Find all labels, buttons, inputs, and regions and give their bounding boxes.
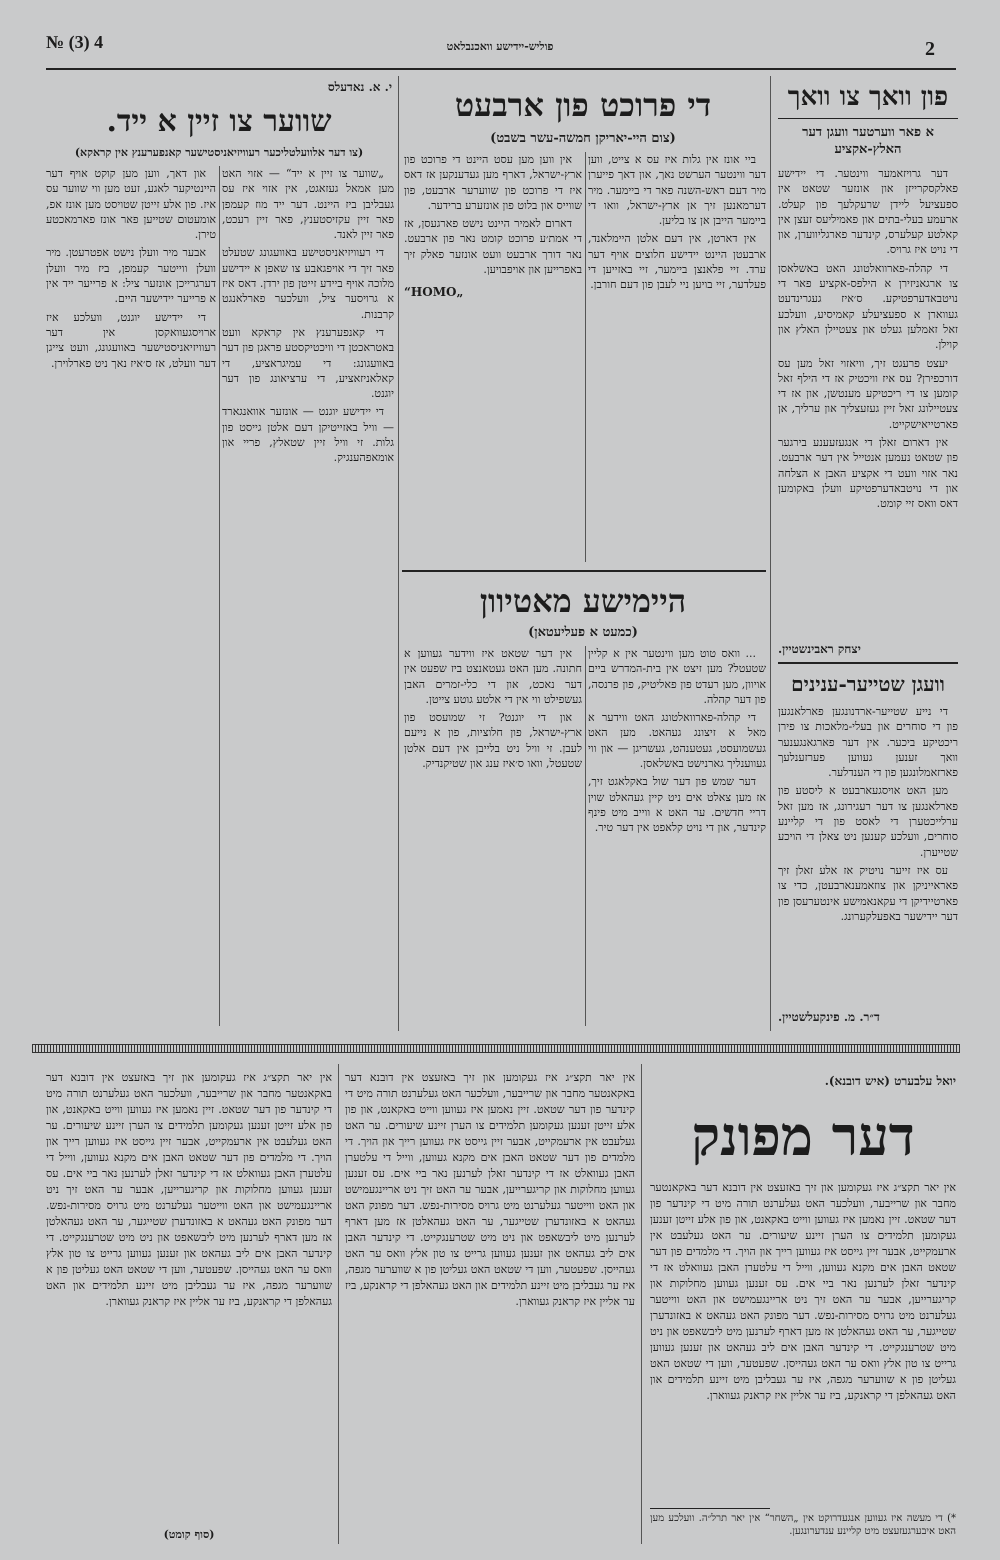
feuilleton-title: היימישע מאטיוון [479, 582, 687, 620]
paragraph: די נייע שטייער-ארדנונגען פארלאנגען פון די סוחרים און בעלי-מלאכות צו פירן ריכטיקע ביכער. אין דער פארגאנגענער וואך זענען געווען פערזענלעך פארזאמלונגען פון די הענדלער. [778, 705, 958, 780]
paragraph: דער גרויזאמער ווינטער. די יידישע פאלקסקרייזן און אונזער שטאט אין ספעציעל ליידן שרעקלעך פון קעלט. ארעמע בעלי-בתים און פאמיליעס זעצן אין קאלטע קעלערס, קינדער פארגליווערן, און די נויט איז גרויס. [778, 167, 958, 257]
middle-col-a [588, 152, 766, 572]
left-subtitle: (צו דער אלוועלטליכער רעוויזיאניסטישער קאנפערענץ אין קראקא) [74, 146, 364, 159]
middle-title: די פרוכט פון ארבעט [454, 86, 712, 124]
paragraph: די יידישע יוגנט, וועלכע איז ארויסגעוואקסן אין דער רעוויזיאניסטישער באוועגונג, וועט צייגן דער וועלט, אז ס׳איז נאך ניט פארלוירן. [46, 310, 216, 370]
paragraph: יעצט פרעגט זיך, וויאזוי זאל מען עס דורכפירן? עס איז וויכטיק אז די הילף זאל קומען צו די ריכטיקע מענטשן, און אז די צעטיילונג זאל זיין געזעצליך און ערליך, אן פארטייאישקייט. [778, 356, 958, 431]
paragraph: אבער מיר וועלן נישט אפטרעטן. מיר וועלן ווייטער קעמפן, ביז מיר וועלן דערגרייכן אונזער ציל: א פרייער ייד אין א פרייער יידישער היים. [46, 246, 216, 306]
rule [778, 118, 958, 119]
middle-subtitle: (צום היי-יאריקן חמשה-עשר בשבט) [490, 131, 676, 146]
section-divider [32, 1044, 960, 1053]
feuilleton-subtitle: (כמעט א פעליעטאן) [528, 625, 638, 640]
paragraph: און דאך, ווען מען קוקט אויף דער היינטיקער לאגע, זעט מען ווי שווער עס איז. פון אלע זייטן שטויסט מען אונז אפ, אומעטום שטייען פאר אונז פארמאכטע טירן. [46, 167, 216, 242]
paragraph: אין דער שטאט איז ווידער געווען א חתונה. מען האט געטאנצט ביז שפעט אין דער נאכט, און די כלי-זמרים האבן געשפילט ווי אין די אלטע גוטע צייטן. [404, 647, 582, 706]
paragraph: ביי אונז אין גלות איז עס א צייט, ווען דער ווינטער הערשט נאך, און דאך פייערן מיר דעם ראש-השנה פאר די ביימער. מיר דערמאנען זיך אן ארץ-ישראל, וואו די ביימער הייבן אן צו בליען. [588, 153, 766, 228]
paragraph: עס איז זייער נויטיק אז אלע זאלן זיך פאראייניקן און צוזאמענארבעטן, כדי צו פארטיידיקן די עקאנאמישע אינטערעסן פון דער יידישער באפעלקערונג. [778, 863, 958, 923]
bottom-author: יואל עלבערט (איש דובנא). [824, 1074, 956, 1088]
paragraph: אין דארום זאלן די אנגעזעענע בירגער פון שטאט נעמען אנטייל אין דער ארבעט. נאר אזוי וועט די אקציע האבן א הצלחה און די נויטבאדערפטיקע וועלן באקומען דאס וואס זיי קומט. [778, 436, 958, 511]
right-col-title2: וועגן שטייער-ענינים [791, 672, 945, 696]
paragraph: די יידישע יוגנט — אונזער אוואנגארד — וויל באזייטיקן דעם אלטן גייסט פון גלות. זי וויל זיין שטאלץ, פריי און אומאפהענגיק. [222, 405, 394, 465]
paragraph: און די יוגנט? זי שמועסט פון ארץ-ישראל, פון חלוציות, פון א נייעם לעבן. זי וויל ניט בלייבן אין דעם אלטן שטעטל, וואו ס׳איז ענג און שטיקנדיק. [404, 711, 582, 771]
paper-name: פוליש-יידישע וואכנבלאט [446, 40, 554, 53]
right-col-subtitle: א פאר ווערטער וועגן דער האלץ-אקציע [802, 125, 934, 157]
left-title: שווער צו זיין א ייד. [106, 104, 332, 139]
bottom-col-a: אין יאר תקצ״ג איז געקומען און זיך באזעצט אין דובנא דער באקאנטער מחבר און שרייבער, וועלכער האט געלערנט תורה מיט די קינדער פון דער שטאט. זיין נאמען איז געווען ווייט באקאנט, און פון אלע זייטן זענען געקומען תלמידים צו הערן זיינע שיעורים. ער האט געלעבט אין ארעמקייט, אבער זיין גייסט איז געווען רייך און הויך. די מלמדים פון דער שטאט האבן אים מקנא געווען, ווייל די עלטערן האבן געוואלט אז די קינדער זאלן לערנען נאר ביי אים. עס זענען געווען מחלוקות און קריגערייען, אבער ער האט זיך ניט אריינגעמישט און האט ווייטער געלערנט מיט גרויס מסירות-נפש. דער מפונק האט געהאט א באזונדערן שטייגער, ער האט געהאלטן אז מען דארף לערנען מיט ליבשאפט און ניט מיט שטרענגקייט. די קינדער האבן אים ליב געהאט און זענען געווען גרייט צו טון אלץ וואס ער האט געהייסן. שפעטער, ווען די שטאט האט געליטן פון א שווערער מגפה, איז ער געבליבן מיט זיינע תלמידים און האט געהאלפן די קראנקע, ביז ער אליין איז קראנק געווארן. [650, 1181, 956, 1402]
header-rule [46, 68, 956, 70]
column-divider [770, 76, 771, 1031]
paragraph: ... וואס טוט מען ווינטער אין א קליין שטעטל? מען זיצט אין בית-המדרש ביים אויוון, מען רעדט פון פאליטיק, פון פרנסה, פון דער קהלה. [588, 647, 766, 706]
right-col-body2 [778, 704, 958, 1002]
paragraph: די רעוויזיאניסטישע באוועגונג שטעלט פאר זיך די אויפגאבע צו שאפן א יידישע מלוכה אויף ביידע זייטן פון ירדן. דאס איז א גרויסער ציל, וועלכער פארלאנגט קרבנות. [222, 246, 394, 321]
paragraph: די קאנפערענץ אין קראקא וועט באטראכטן די וויכטיקסטע פראגן פון דער באוועגונג: די עמיגראציע, די קאלאניזאציע, די ערציאונג פון דער יוגנט. [222, 325, 394, 401]
left-author: י. א. נאדעלס [327, 80, 392, 94]
column-divider [585, 152, 586, 562]
middle-signature: „HOMO“ [404, 285, 464, 300]
right-col-title: פון וואך צו וואך [787, 82, 949, 112]
feuilleton-col-a [588, 646, 766, 1031]
column-divider [398, 76, 399, 1031]
to-be-continued: (סוף קומט) [163, 1528, 215, 1541]
middle-col-b [404, 152, 582, 572]
paragraph: „שווער צו זיין א ייד“ — אזוי האט מען אמאל געזאגט, אין אזוי איז עס געבליבן ביז היינט. דער ייד מוז קעמפן פאר זיין עקזיסטענץ, פאר זיין רעכט, פאר זיין לאנד. [222, 167, 394, 242]
left-col-a [222, 166, 394, 1031]
right-col-signature: יצחק ראבינשטיין. [778, 642, 861, 656]
column-divider [338, 1064, 339, 1544]
right-col-body [778, 166, 958, 636]
bottom-title: דער מפונק [691, 1104, 915, 1168]
bottom-col-b: אין יאר תקצ״ג איז געקומען און זיך באזעצט אין דובנא דער באקאנטער מחבר און שרייבער, וועלכער האט געלערנט תורה מיט די קינדער פון דער שטאט. זיין נאמען איז געווען ווייט באקאנט, און פון אלע זייטן זענען געקומען תלמידים צו הערן זיינע שיעורים. ער האט געלעבט אין ארעמקייט, אבער זיין גייסט איז געווען רייך און הויך. די מלמדים פון דער שטאט האבן אים מקנא געווען, ווייל די עלטערן האבן געוואלט אז די קינדער זאלן לערנען נאר ביי אים. עס זענען געווען מחלוקות און קריגערייען, אבער ער האט זיך ניט אריינגעמישט און האט ווייטער געלערנט מיט גרויס מסירות-נפש. דער מפונק האט געהאט א באזונדערן שטייגער, ער האט געהאלטן אז מען דארף לערנען מיט ליבשאפט און ניט מיט שטרענגקייט. די קינדער האבן אים ליב געהאט און זענען געווען גרייט צו טון אלץ וואס ער האט געהייסן. שפעטער, ווען די שטאט האט געליטן פון א שווערער מגפה, איז ער געבליבן מיט זיינע תלמידים און האט געהאלפן די קראנקע, ביז ער אליין איז קראנק געווארן. [345, 1071, 635, 1308]
page-number: 2 [925, 38, 935, 60]
paragraph: מען האט אויסגעארבעט א ליסטע פון פארלאנגען צו דער רעגירונג, אז מען זאל ערלייכטערן די לאסט פון די קליינע סוחרים, וועלכע קענען ניט צאלן די הויכע שטייערן. [778, 784, 958, 859]
rule [402, 570, 766, 572]
issue-number: № (3) 4 [46, 32, 104, 52]
paragraph: דארום לאמיר היינט נישט פארגעסן, אז די אמת׳ע פרוכט קומט נאר פון ארבעט. נאר דורך ארבעט וועט אונזער פאלק זיך באפרייען און אויפבויען. [404, 217, 582, 277]
left-col-b [46, 166, 216, 1031]
paragraph: די קהלה-פארוואלטונג האט באשלאסן צו ארגאניזירן א הילפס-אקציע פאר די נויטבאדערפטיקע. ס׳איז געגרינדעט געווארן א ספעציעלע קאמיסיע, וועלכע זאל זאמלען געלט און צעטיילן האלץ און קוילן. [778, 261, 958, 352]
paragraph: די קהלה-פארוואלטונג האט ווידער א מאל א זיצונג געהאט. מען האט געשמועסט, געטענהט, געשריגן — און ווי געווענליך גארנישט באשלאסן. [588, 711, 766, 771]
feuilleton-col-b [404, 646, 582, 1031]
footnote: *) די מעשה איז געווען אנגעדרוקט אין „השחר“ אין יאר תרל״ה. וועלכע מען האט איבערגעזעצט מיט קליינע ענדערונגען. [650, 1513, 956, 1537]
paragraph: דער שמש פון דער שול באקלאגט זיך, אז מען צאלט אים ניט קיין געהאלט שוין דריי חדשים. ער האט א ווייב מיט פינף קינדער, און די נויט קלאפט אין דער טיר. [588, 775, 766, 835]
bottom-col-c: אין יאר תקצ״ג איז געקומען און זיך באזעצט אין דובנא דער באקאנטער מחבר און שרייבער, וועלכער האט געלערנט תורה מיט די קינדער פון דער שטאט. זיין נאמען איז געווען ווייט באקאנט, און פון אלע זייטן זענען געקומען תלמידים צו הערן זיינע שיעורים. ער האט געלעבט אין ארעמקייט, אבער זיין גייסט איז געווען רייך און הויך. די מלמדים פון דער שטאט האבן אים מקנא געווען, ווייל די עלטערן האבן געוואלט אז די קינדער זאלן לערנען נאר ביי אים. עס זענען געווען מחלוקות און קריגערייען, אבער ער האט זיך ניט אריינגעמישט און האט ווייטער געלערנט מיט גרויס מסירות-נפש. דער מפונק האט געהאט א באזונדערן שטייגער, ער האט געהאלטן אז מען דארף לערנען מיט ליבשאפט און ניט מיט שטרענגקייט. די קינדער האבן אים ליב געהאט און זענען געווען גרייט צו טון אלץ וואס ער האט געהייסן. שפעטער, ווען די שטאט האט געליטן פון א שווערער מגפה, איז ער געבליבן מיט זיינע תלמידים און האט געהאלפן די קראנקע, ביז ער אליין איז קראנק געווארן. [46, 1071, 332, 1308]
rule [650, 1508, 770, 1509]
column-divider [219, 166, 220, 1026]
rule [778, 662, 958, 664]
column-divider [585, 646, 586, 1026]
right-col-signature2: ד״ר. מ. פינקעלשטיין. [778, 1010, 880, 1024]
paragraph: אין דארטן, אין דעם אלטן היימלאנד, ארבעטן היינט יידישע חלוצים אויף דער ערד. זיי פלאנצן ביימער, זיי באזייען די פעלדער, זיי בויען ניי לעבן פון דעם חורבן. [588, 232, 766, 292]
column-divider [641, 1064, 642, 1544]
paragraph: אין ווען מען עסט היינט די פרוכט פון ארץ-ישראל, דארף מען געדענקען אז דאס איז די פרוכט פון שווערער ארבעט, פון שווייס און בלוט פון אונזערע ברידער. [404, 153, 582, 212]
